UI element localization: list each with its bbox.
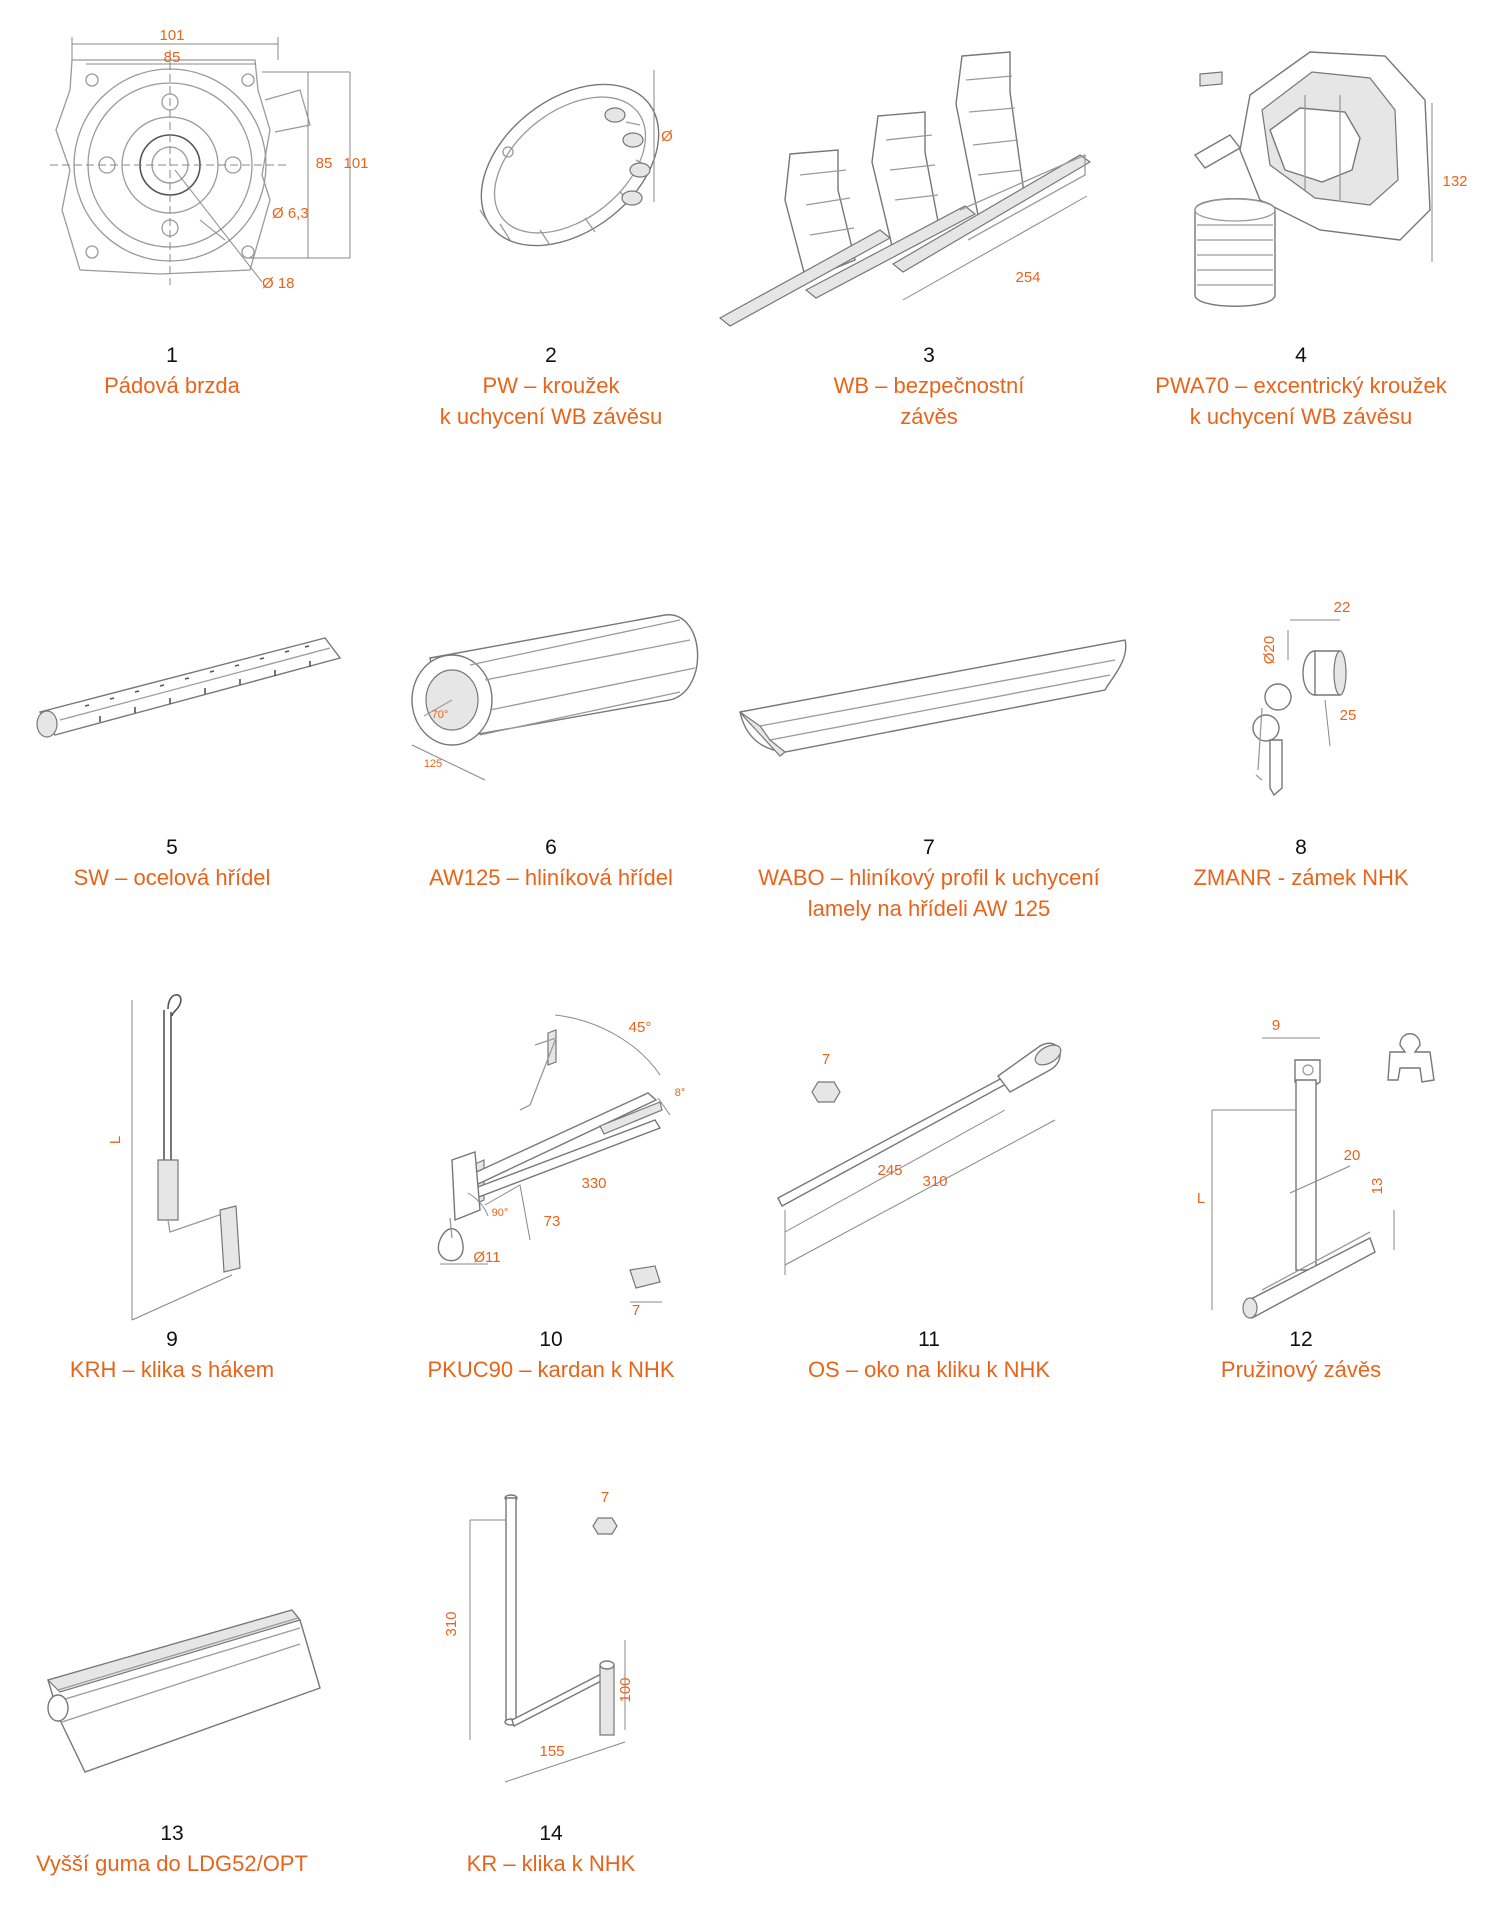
dim-L-b: L [1196, 1190, 1206, 1207]
dim-101-top: 101 [159, 27, 185, 44]
item-number: 8 [1295, 836, 1307, 859]
drawing-pw-ring [451, 51, 690, 278]
caption-3 [739, 342, 1119, 432]
dim-90: 90° [491, 1207, 509, 1219]
dim-hex-7-b: 7 [821, 1051, 831, 1068]
caption-2 [361, 342, 741, 432]
dim-hex-7-a: 7 [631, 1302, 641, 1319]
item-number: 6 [545, 836, 557, 859]
dim-45: 45° [628, 1019, 652, 1036]
caption-1 [0, 342, 362, 401]
dim-125: 125 [423, 758, 443, 770]
item-label: Pružinový závěs [1220, 1357, 1382, 1382]
caption-9 [0, 1326, 362, 1385]
dim-L: L [107, 1135, 124, 1145]
dim-9: 9 [1271, 1017, 1281, 1034]
item-label-2: k uchycení WB závěsu [1189, 404, 1413, 429]
caption-12 [1111, 1326, 1491, 1385]
dim-d20: Ø20 [1261, 635, 1278, 665]
drawing-padova-brzda [50, 27, 369, 292]
drawing-sw-shaft [37, 638, 340, 737]
drawing-rubber-gasket [48, 1610, 320, 1772]
dim-diameter: Ø [661, 128, 673, 145]
drawing-spring-hanger [1197, 1017, 1434, 1318]
caption-8 [1111, 834, 1491, 893]
drawing-os-eye [778, 1041, 1064, 1275]
item-number: 10 [539, 1328, 563, 1351]
caption-5 [0, 834, 362, 893]
drawing-aw125-shaft [412, 615, 698, 780]
caption-13 [0, 1820, 362, 1879]
item-label: PW – kroužek [482, 373, 620, 398]
caption-10 [361, 1326, 741, 1385]
item-number: 9 [166, 1328, 178, 1351]
item-label: PWA70 – excentrický kroužek [1155, 373, 1447, 398]
dim-20: 20 [1343, 1147, 1361, 1164]
item-label: WABO – hliníkový profil k uchycení [758, 865, 1100, 890]
item-number: 2 [545, 344, 557, 367]
item-number: 3 [923, 344, 935, 367]
dim-254: 254 [1015, 269, 1041, 286]
caption-4 [1111, 342, 1491, 432]
caption-14 [361, 1820, 741, 1879]
dim-85-top: 85 [163, 49, 181, 66]
drawing-pkuc90 [438, 1015, 685, 1319]
dim-245: 245 [877, 1162, 903, 1179]
item-label: ZMANR - zámek NHK [1193, 865, 1409, 890]
dim-center: Ø 18 [262, 275, 295, 292]
item-label: Pádová brzda [104, 373, 240, 398]
item-label-2: závěs [900, 404, 958, 429]
dim-73: 73 [543, 1213, 561, 1230]
item-label: KRH – klika s hákem [69, 1357, 275, 1382]
drawing-wb-zaves [720, 52, 1090, 326]
item-label-2: k uchycení WB závěsu [439, 404, 663, 429]
dim-310-a: 310 [922, 1173, 948, 1190]
item-number: 1 [166, 344, 178, 367]
drawing-pwa70 [1195, 52, 1468, 306]
item-label: PKUC90 – kardan k NHK [427, 1357, 675, 1382]
caption-6 [361, 834, 741, 893]
dim-hex-7-c: 7 [600, 1489, 610, 1506]
item-number: 7 [923, 836, 935, 859]
caption-11 [739, 1326, 1119, 1385]
drawing-kr-crank [443, 1489, 634, 1782]
dim-22: 22 [1333, 599, 1351, 616]
item-label: SW – ocelová hřídel [73, 865, 271, 890]
dim-330: 330 [581, 1175, 607, 1192]
item-number: 11 [918, 1328, 940, 1351]
item-label: AW125 – hliníková hřídel [429, 865, 673, 890]
drawing-krh-crank [107, 995, 240, 1320]
dim-d11: Ø11 [473, 1249, 501, 1266]
item-label: OS – oko na kliku k NHK [807, 1357, 1051, 1382]
item-label: Vyšší guma do LDG52/OPT [36, 1851, 308, 1876]
drawing-wabo-profile [740, 640, 1126, 756]
drawing-zmanr-lock [1253, 599, 1356, 795]
dim-13: 13 [1369, 1177, 1386, 1195]
item-label: KR – klika k NHK [466, 1851, 636, 1876]
dim-hole: Ø 6,3 [272, 205, 309, 222]
item-label-2: lamely na hřídeli AW 125 [807, 896, 1051, 921]
item-label: WB – bezpečnostní [833, 373, 1025, 398]
dim-155: 155 [539, 1743, 565, 1760]
item-number: 12 [1289, 1328, 1313, 1351]
caption-7 [739, 834, 1119, 924]
item-number: 5 [166, 836, 178, 859]
dim-132: 132 [1442, 173, 1468, 190]
dim-85-side: 85 [315, 155, 333, 172]
dim-8: 8° [674, 1087, 686, 1099]
dim-70-angle: 70° [431, 709, 449, 721]
dim-310-b: 310 [443, 1611, 460, 1637]
dim-101-side: 101 [343, 155, 369, 172]
dim-100: 100 [617, 1677, 634, 1703]
dim-25: 25 [1339, 707, 1357, 724]
item-number: 4 [1295, 344, 1307, 367]
item-number: 13 [160, 1822, 184, 1845]
item-number: 14 [539, 1822, 563, 1845]
